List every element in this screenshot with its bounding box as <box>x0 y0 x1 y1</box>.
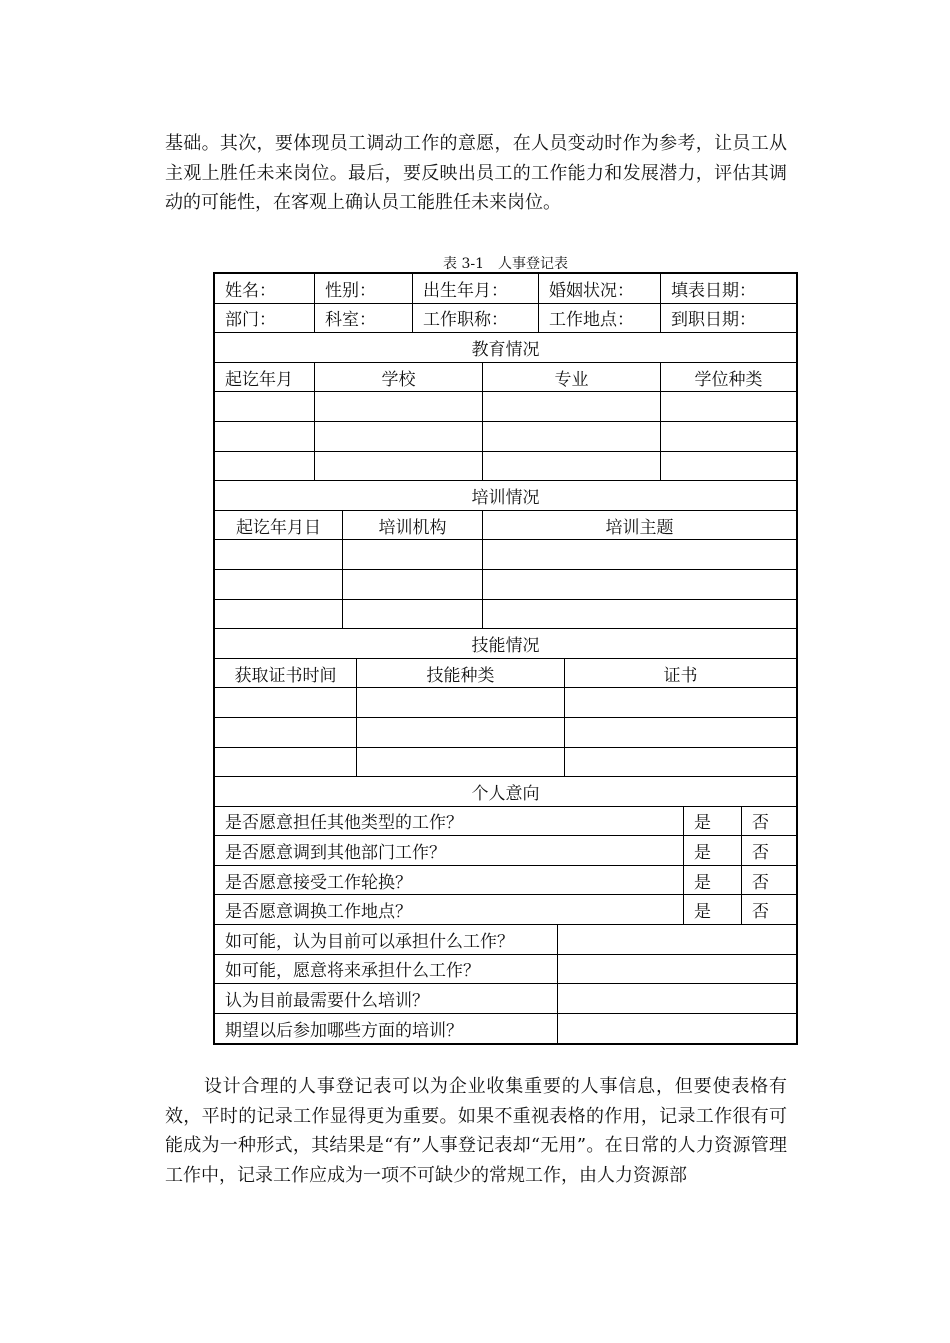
no-option[interactable]: 否 <box>752 843 769 864</box>
blank-cell[interactable] <box>215 392 315 421</box>
training-header-period: 起讫年月日 <box>215 511 343 540</box>
blank-cell[interactable] <box>483 570 796 599</box>
no-option[interactable]: 否 <box>752 872 769 893</box>
answer-cell[interactable] <box>558 1014 796 1044</box>
intent-title: 个人意向 <box>471 783 540 804</box>
blank-cell[interactable] <box>215 422 315 451</box>
blank-cell[interactable] <box>215 688 357 717</box>
blank-cell[interactable] <box>483 392 661 421</box>
blank-cell[interactable] <box>343 570 483 599</box>
blank-cell[interactable] <box>565 688 796 717</box>
blank-cell[interactable] <box>357 718 565 747</box>
training-blank-row <box>215 540 796 570</box>
education-blank-row <box>215 392 796 422</box>
blank-cell[interactable] <box>661 452 796 481</box>
blank-cell[interactable] <box>483 452 661 481</box>
blank-cell[interactable] <box>357 748 565 777</box>
education-blank-row <box>215 452 796 482</box>
training-blank-row <box>215 570 796 600</box>
answer-cell[interactable] <box>558 984 796 1013</box>
birth-field: 出生年月： <box>413 274 539 303</box>
intent-open-row <box>215 925 796 955</box>
gender-field: 性别： <box>315 274 413 303</box>
blank-cell[interactable] <box>215 540 343 569</box>
intent-open-question: 如可能，认为目前可以承担什么工作？ <box>215 925 558 954</box>
yes-option[interactable]: 是 <box>684 895 742 924</box>
intent-question: 是否愿意调到其他部门工作？ <box>215 836 684 865</box>
closing-paragraph <box>165 1072 787 1190</box>
department-field: 部门： <box>215 304 315 333</box>
no-option[interactable]: 否 <box>752 902 769 923</box>
basic-row-2 <box>215 304 796 334</box>
training-title-row <box>215 481 796 511</box>
answer-cell[interactable] <box>558 925 796 954</box>
intent-open-question: 认为目前最需要什么培训？ <box>215 984 558 1013</box>
yes-option[interactable]: 是 <box>684 807 742 836</box>
intent-yesno-row <box>215 836 796 866</box>
basic-row-1 <box>215 274 796 304</box>
blank-cell[interactable] <box>661 422 796 451</box>
blank-cell[interactable] <box>483 422 661 451</box>
table-caption: 表 3-1 人事登记表 <box>443 256 568 272</box>
yes-option[interactable]: 是 <box>684 836 742 865</box>
fill-date-field: 填表日期： <box>671 280 756 301</box>
education-title: 教育情况 <box>471 339 540 360</box>
skills-title: 技能情况 <box>471 635 540 656</box>
skills-blank-row <box>215 688 796 718</box>
blank-cell[interactable] <box>565 718 796 747</box>
intent-question: 是否愿意担任其他类型的工作？ <box>215 807 684 836</box>
blank-cell[interactable] <box>565 748 796 777</box>
blank-cell[interactable] <box>315 422 483 451</box>
title-field: 工作职称： <box>413 304 539 333</box>
intent-open-row <box>215 984 796 1014</box>
intent-open-question: 如可能，愿意将来承担什么工作？ <box>215 955 558 984</box>
education-blank-row <box>215 422 796 452</box>
no-option[interactable]: 否 <box>752 813 769 834</box>
skills-title-row <box>215 629 796 659</box>
answer-cell[interactable] <box>558 955 796 984</box>
marital-field: 婚姻状况： <box>539 274 661 303</box>
blank-cell[interactable] <box>483 540 796 569</box>
blank-cell[interactable] <box>357 688 565 717</box>
start-date-field: 到职日期： <box>671 310 756 331</box>
location-field: 工作地点： <box>539 304 661 333</box>
personnel-registration-form <box>213 272 798 1045</box>
skills-header-row <box>215 659 796 689</box>
intent-open-row <box>215 1014 796 1044</box>
blank-cell[interactable] <box>661 392 796 421</box>
education-header-major: 专业 <box>483 363 661 392</box>
skills-blank-row <box>215 748 796 778</box>
education-header-row <box>215 363 796 393</box>
skills-header-time: 获取证书时间 <box>215 659 357 688</box>
closing-paragraph-text: 设计合理的人事登记表可以为企业收集重要的人事信息，但要使表格有效，平时的记录工作显得更为重要。如果不重视表格的作用，记录工作很有可能成为一种形式，其结果是“有”人事登记表却“无用”。在日常的人力资源管理工作中，记录工作应成为一项不可缺少的常规工作，由人力资源部 <box>165 1076 787 1186</box>
blank-cell[interactable] <box>215 452 315 481</box>
skills-header-certificate: 证书 <box>663 665 698 686</box>
blank-cell[interactable] <box>215 718 357 747</box>
intent-yesno-row <box>215 807 796 837</box>
blank-cell[interactable] <box>483 600 796 629</box>
training-title: 培训情况 <box>471 487 540 508</box>
training-blank-row <box>215 600 796 630</box>
skills-blank-row <box>215 718 796 748</box>
name-field: 姓名： <box>215 274 315 303</box>
education-header-degree: 学位种类 <box>694 369 763 390</box>
intent-question: 是否愿意调换工作地点？ <box>215 895 684 924</box>
blank-cell[interactable] <box>315 452 483 481</box>
blank-cell[interactable] <box>215 600 343 629</box>
skills-header-type: 技能种类 <box>357 659 565 688</box>
education-header-school: 学校 <box>315 363 483 392</box>
intro-paragraph: 基础。其次，要体现员工调动工作的意愿，在人员变动时作为参考，让员工从主观上胜任未来岗位。最后，要反映出员工的工作能力和发展潜力，评估其调动的可能性，在客观上确认员工能胜任未来岗位。 <box>165 133 787 213</box>
training-header-row <box>215 511 796 541</box>
blank-cell[interactable] <box>215 748 357 777</box>
intent-question: 是否愿意接受工作轮换？ <box>215 866 684 895</box>
blank-cell[interactable] <box>315 392 483 421</box>
training-header-topic: 培训主题 <box>605 517 674 538</box>
blank-cell[interactable] <box>343 600 483 629</box>
section-field: 科室： <box>315 304 413 333</box>
blank-cell[interactable] <box>343 540 483 569</box>
training-header-institution: 培训机构 <box>343 511 483 540</box>
education-header-period: 起讫年月 <box>215 363 315 392</box>
intent-open-row <box>215 955 796 985</box>
blank-cell[interactable] <box>215 570 343 599</box>
intent-title-row <box>215 777 796 807</box>
intent-yesno-row <box>215 866 796 896</box>
intent-open-question: 期望以后参加哪些方面的培训？ <box>215 1014 558 1044</box>
education-title-row <box>215 333 796 363</box>
intent-yesno-row <box>215 895 796 925</box>
yes-option[interactable]: 是 <box>684 866 742 895</box>
